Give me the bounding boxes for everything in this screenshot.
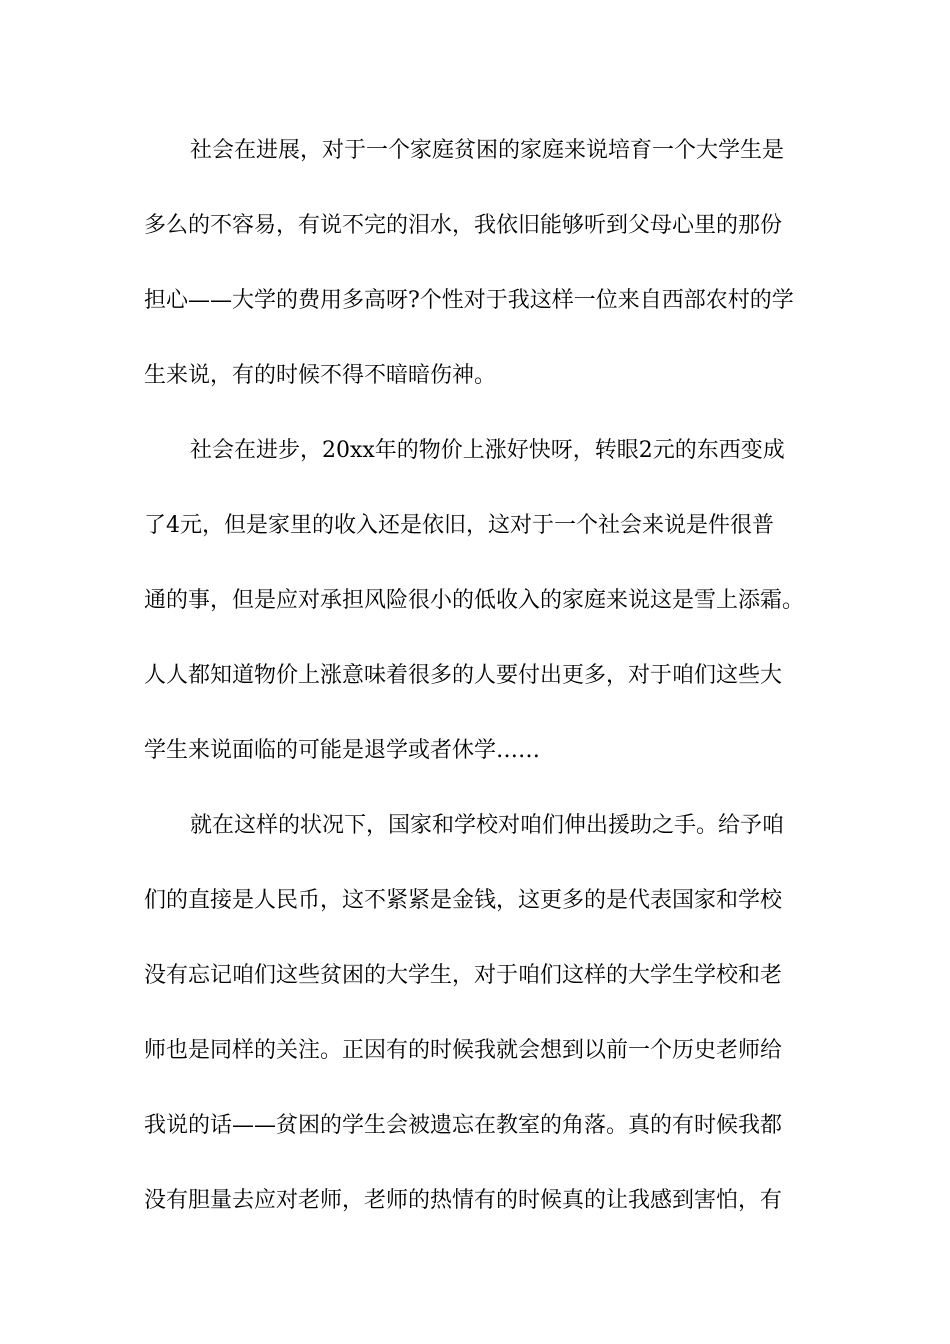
text-line: 学生来说面临的可能是退学或者休学…… xyxy=(144,738,541,763)
text-line: 社会在进展，对于一个家庭贫困的家庭来说培育一个大学生是 xyxy=(190,138,785,163)
text-line: 我说的话——贫困的学生会被遗忘在教室的角落。真的有时候我都 xyxy=(144,1113,783,1138)
text-line: 没有忘记咱们这些贫困的大学生，对于咱们这样的大学生学校和老 xyxy=(144,963,783,988)
text-line: 社会在进步，20xx年的物价上涨好快呀，转眼2元的东西变成 xyxy=(190,438,785,463)
text-line: 生来说，有的时候不得不暗暗伤神。 xyxy=(144,363,497,388)
text-line: 师也是同样的关注。正因有的时候我就会想到以前一个历史老师给 xyxy=(144,1038,783,1063)
text-line: 人人都知道物价上涨意味着很多的人要付出更多，对于咱们这些大 xyxy=(144,663,783,688)
text-line: 通的事，但是应对承担风险很小的低收入的家庭来说这是雪上添霜。 xyxy=(144,588,805,613)
text-line: 没有胆量去应对老师，老师的热情有的时候真的让我感到害怕，有 xyxy=(144,1188,783,1213)
text-line: 就在这样的状况下，国家和学校对咱们伸出援助之手。给予咱 xyxy=(190,813,785,838)
text-line: 们的直接是人民币，这不紧紧是金钱，这更多的是代表国家和学校 xyxy=(144,888,783,913)
text-line: 担心——大学的费用多高呀?个性对于我这样一位来自西部农村的学 xyxy=(144,288,794,313)
text-line: 了4元，但是家里的收入还是依旧，这对于一个社会来说是件很普 xyxy=(144,513,774,538)
text-line: 多么的不容易，有说不完的泪水，我依旧能够听到父母心里的那份 xyxy=(144,213,783,238)
